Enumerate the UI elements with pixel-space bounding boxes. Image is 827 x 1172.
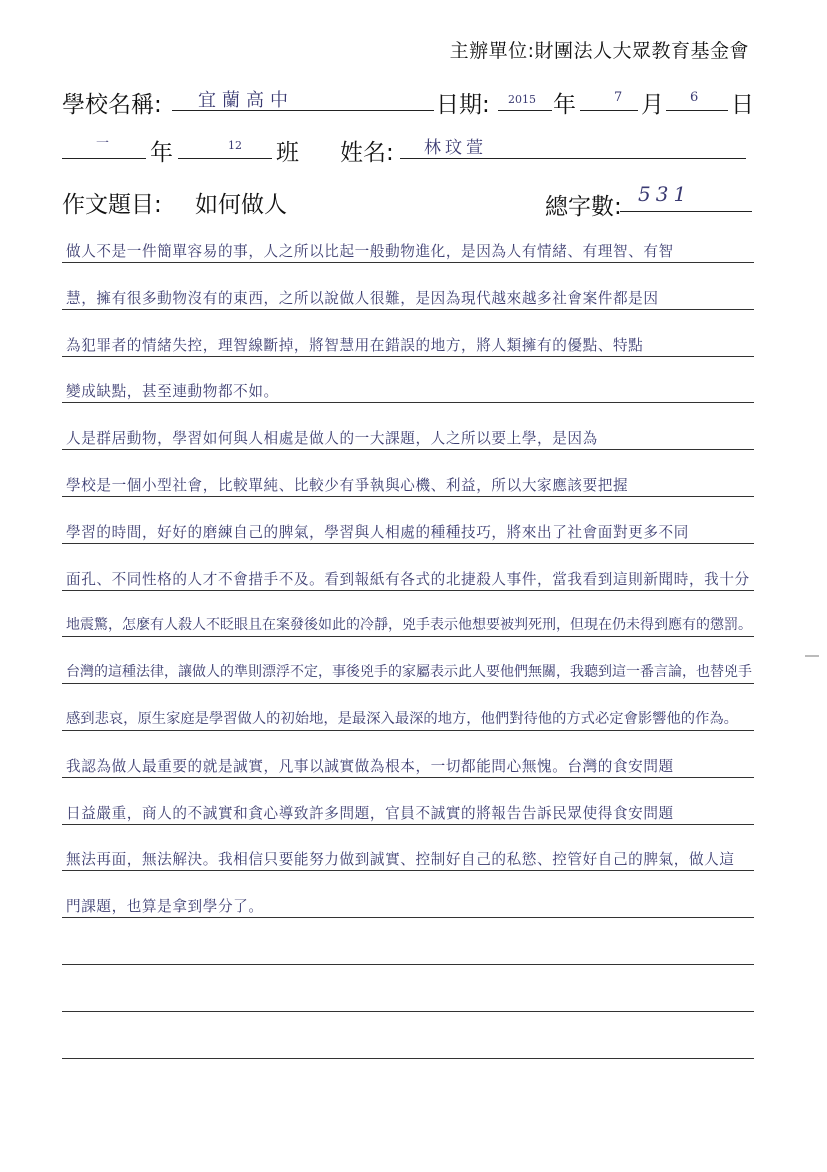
essay-line-text: 面孔、不同性格的人才不會措手不及。看到報紙有各式的北捷殺人事件，當我看到這則新聞時，我十分 (66, 571, 750, 588)
essay-rule-line (62, 824, 754, 825)
date-day-underline (666, 110, 728, 111)
school-name-label: 學校名稱: (62, 92, 162, 118)
essay-line-text: 台灣的這種法律，讓做人的準則漂浮不定，事後兇手的家屬表示此人要他們無關，我聽到這一番言論，也替兇手 (66, 664, 752, 680)
essay-line-text: 無法再面，無法解決。我相信只要能努力做到誠實、控制好自己的私慾、控管好自己的脾氣，做人這 (66, 851, 735, 868)
name-label: 姓名: (340, 140, 394, 166)
date-month-underline (580, 110, 638, 111)
essay-rule-line (62, 730, 754, 731)
name-underline (400, 158, 746, 159)
day-unit: 日 (731, 92, 754, 118)
essay-line-text: 門課題，也算是拿到學分了。 (66, 898, 264, 915)
year-unit: 年 (553, 92, 576, 118)
essay-rule-line (62, 496, 754, 497)
essay-rule-line (62, 449, 754, 450)
class-unit: 班 (276, 140, 299, 166)
essay-rule-line (62, 964, 754, 965)
essay-rule-line (62, 1011, 754, 1012)
essay-line-text: 日益嚴重，商人的不誠實和貪心導致許多問題，官員不誠實的將報告告訴民眾使得食安問題 (66, 805, 674, 822)
topic-value: 如何做人 (195, 192, 287, 218)
essay-line-text: 地震驚，怎麼有人殺人不眨眼且在案發後如此的冷靜，兇手表示他想要被判死刑，但現在仍未得到應有的懲罰。 (66, 617, 752, 633)
month-unit: 月 (641, 92, 664, 118)
essay-line-text: 為犯罪者的情緒失控，理智線斷掉，將智慧用在錯誤的地方，將人類擁有的優點、特點 (66, 337, 644, 354)
essay-rule-line (62, 262, 754, 263)
word-count-underline (620, 211, 752, 212)
school-name-value: 宜蘭高中 (198, 90, 294, 111)
essay-rule-line (62, 356, 754, 357)
date-month-value: 7 (614, 90, 623, 105)
date-year-underline (498, 110, 552, 111)
grade-value: 一 (96, 136, 110, 151)
essay-line-text: 感到悲哀，原生家庭是學習做人的初始地，是最深入最深的地方，他們對待他的方式必定會影響他的作為。 (66, 711, 738, 727)
essay-line-text: 慧，擁有很多動物沒有的東西，之所以說做人很難，是因為現代越來越多社會案件都是因 (66, 290, 659, 307)
essay-line-text: 學習的時間，好好的磨練自己的脾氣，學習與人相處的種種技巧，將來出了社會面對更多不同 (66, 524, 689, 541)
essay-line-text: 學校是一個小型社會，比較單純、比較少有爭執與心機、利益，所以大家應該要把握 (66, 477, 629, 494)
organizer-label: 主辦單位:財團法人大眾教育基金會 (449, 40, 749, 62)
scan-artifact (805, 655, 819, 657)
date-year-value: 2015 (508, 93, 536, 106)
essay-line-text: 做人不是一件簡單容易的事，人之所以比起一般動物進化，是因為人有情緒、有理智、有智 (66, 243, 674, 260)
class-value: 12 (228, 139, 242, 152)
essay-line-text: 我認為做人最重要的就是誠實，凡事以誠實做為根本，一切都能問心無愧。台灣的食安問題 (66, 758, 674, 775)
essay-rule-line (62, 917, 754, 918)
essay-rule-line (62, 870, 754, 871)
grade-unit: 年 (150, 140, 173, 166)
class-underline (178, 158, 272, 159)
essay-rule-line (62, 590, 754, 591)
date-label: 日期: (436, 92, 490, 118)
essay-rule-line (62, 683, 754, 684)
essay-rule-line (62, 309, 754, 310)
essay-line-text: 人是群居動物，學習如何與人相處是做人的一大課題，人之所以要上學，是因為 (66, 430, 598, 447)
grade-underline (62, 158, 146, 159)
topic-label: 作文題目: (62, 192, 162, 218)
essay-rule-line (62, 1058, 754, 1059)
date-day-value: 6 (690, 90, 699, 105)
student-name-value: 林玟萱 (424, 138, 487, 158)
essay-line-text: 變成缺點，甚至連動物都不如。 (66, 383, 279, 400)
essay-rule-line (62, 543, 754, 544)
essay-rule-line (62, 777, 754, 778)
essay-rule-line (62, 636, 754, 637)
word-count-value: 531 (638, 182, 692, 206)
word-count-label: 總字數: (545, 194, 622, 220)
essay-rule-line (62, 402, 754, 403)
